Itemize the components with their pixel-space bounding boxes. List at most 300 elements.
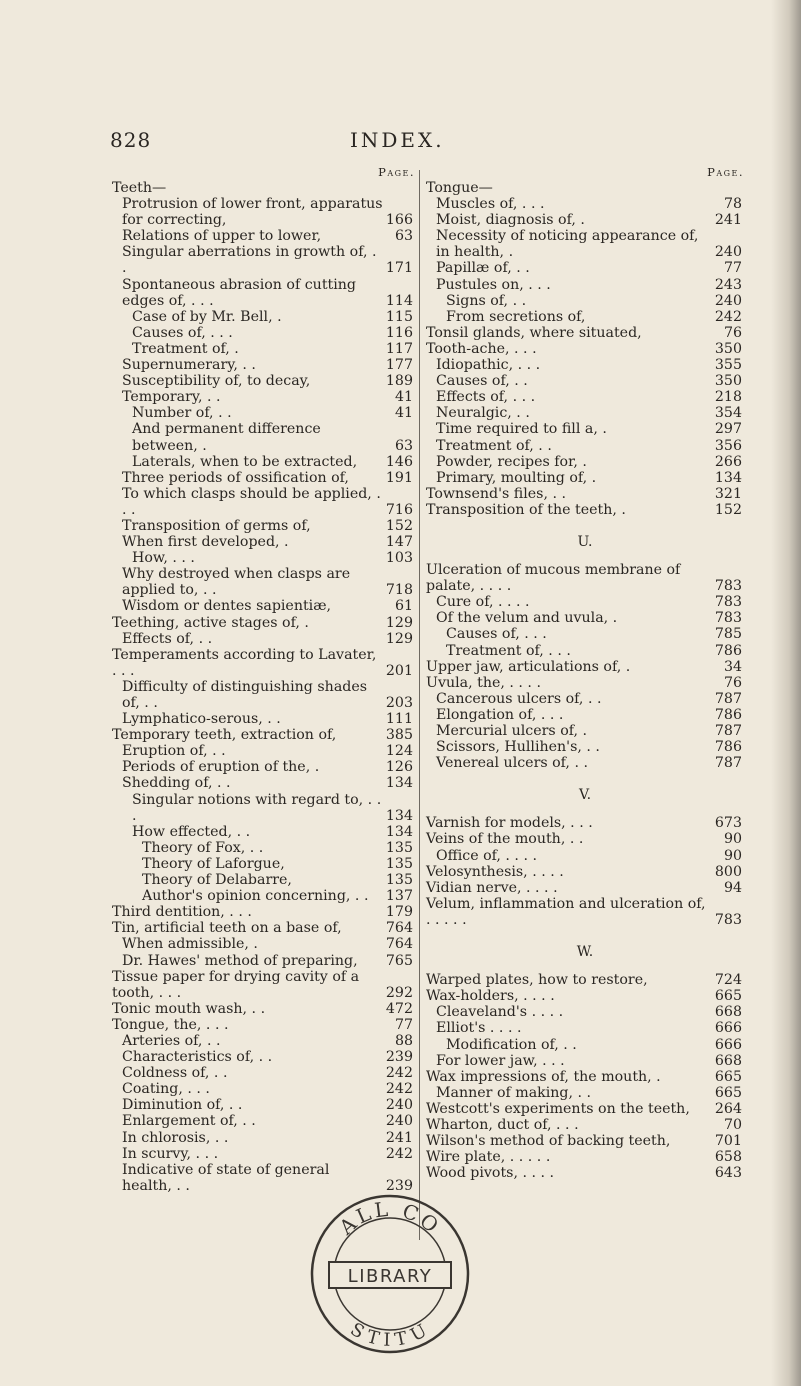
entry-page-number: 191 [385,469,413,486]
index-entry [112,1049,415,1065]
index-entry [426,454,744,470]
entry-text: Coldness of, . . [122,1065,228,1082]
entry-page-number: 241 [385,1129,413,1146]
entry-text: Case of by Mr. Bell, . [132,308,282,325]
entry-text: Primary, moulting of, . [436,469,597,486]
index-entry [426,196,744,212]
index-entry [112,743,415,759]
entry-text: Coating, . . . [122,1081,210,1098]
entry-page-number: 350 [714,340,742,357]
entry-page-number: 34 [723,658,742,675]
index-entry [426,293,744,309]
index-entry [112,357,415,373]
entry-page-number: 666 [714,1020,742,1037]
index-entry [426,405,744,421]
entry-page-number: 41 [394,389,413,406]
entry-text: Transposition of the teeth, . [426,501,626,518]
entry-text: Ulceration of mucous membrane of palate, . . . . [426,562,681,595]
index-entry [112,373,415,389]
entry-page-number: 147 [385,534,413,551]
entry-page-number: 134 [714,469,742,486]
index-entry [426,864,744,880]
index-entry [426,357,744,373]
entry-page-number: 88 [394,1032,413,1049]
entry-text: Protrusion of lower front, apparatus for correcting, [122,196,383,229]
index-entry [426,389,744,405]
entry-page-number: 240 [385,1097,413,1114]
entry-text: Cleaveland's . . . . [436,1004,564,1021]
entry-page-number: 103 [385,550,413,567]
index-entry [426,626,744,642]
entry-text: Wilson's method of backing teeth, [426,1133,671,1150]
entry-text: Author's opinion concerning, . . [142,888,369,905]
index-entry [112,969,415,1001]
entry-text: Teething, active stages of, . [112,614,309,631]
entry-text: Periods of eruption of the, . [122,759,320,776]
entry-page-number: 134 [385,807,413,824]
index-entry [426,1004,744,1020]
entry-text: Time required to fill a, . [436,421,607,438]
entry-page-number: 124 [385,743,413,760]
entry-text: Tonic mouth wash, . . [112,1000,266,1017]
stamp-text-middle: LIBRARY [347,1266,433,1287]
entry-page-number: 385 [385,727,413,744]
entry-text: Scissors, Hullihen's, . . [436,739,600,756]
entry-page-number: 240 [714,292,742,309]
entry-page-number: 76 [723,674,742,691]
entry-page-number: 665 [714,1084,742,1101]
entry-text: When first developed, . [122,534,289,551]
entry-text: Three periods of ossification of, [122,469,349,486]
entry-text: Effects of, . . [122,630,213,647]
entry-text: Theory of Laforgue, [142,855,285,872]
entry-page-number: 783 [714,610,742,627]
entry-text: Temporary, . . [122,389,221,406]
left-entry-list [112,180,415,1194]
index-entry [112,1130,415,1146]
entry-text: Diminution of, . . [122,1097,243,1114]
index-entry [112,341,415,357]
entry-text: Manner of making, . . [436,1084,592,1101]
entry-text: Shedding of, . . [122,775,231,792]
entry-text: How, . . . [132,550,195,567]
index-entry [426,228,744,260]
entry-page-number: 90 [723,831,742,848]
entry-text: From secretions of, [446,308,586,325]
index-entry [426,659,744,675]
index-entry [112,389,415,405]
entry-text: Neuralgic, . . [436,405,530,422]
stamp-text-top: ALL CO [334,1196,446,1240]
entry-page-number: 321 [714,485,742,502]
entry-text: Powder, recipes for, . [436,453,587,470]
index-entry [112,598,415,614]
index-entry [112,180,415,196]
index-entry [112,228,415,244]
entry-text: Velosynthesis, . . . . [426,863,564,880]
index-entry [426,1053,744,1069]
index-entry [426,180,744,196]
index-entry [426,1037,744,1053]
index-entry [426,723,744,739]
index-entry [112,421,415,453]
index-entry [426,277,744,293]
index-entry [426,610,744,626]
index-entry [112,1033,415,1049]
index-entry [112,856,415,872]
entry-page-number: 152 [714,501,742,518]
index-entry [112,550,415,566]
index-entry [426,421,744,437]
entry-text: Enlargement of, . . [122,1113,256,1130]
entry-page-number: 786 [714,739,742,756]
entry-text: Office of, . . . . [436,847,537,864]
entry-page-number: 716 [385,501,413,518]
index-entry [426,212,744,228]
entry-page-number: 70 [723,1116,742,1133]
entry-text: Difficulty of distinguishing shades of, . . [122,678,368,711]
entry-text: To which clasps should be applied, . . . [122,485,381,518]
entry-text: Papillæ of, . . [436,260,530,277]
entry-text: Supernumerary, . . [122,357,256,374]
entry-page-number: 764 [385,936,413,953]
entry-text: Teeth— [112,180,167,196]
stamp-text-bottom: STITU [346,1318,434,1351]
entry-text: Effects of, . . . [436,389,536,406]
entry-text: Wax-holders, . . . . [426,988,555,1005]
entry-page-number: 665 [714,988,742,1005]
index-entry [112,1146,415,1162]
right-column-heading: Page. [707,165,744,179]
entry-text: Dr. Hawes' method of preparing, [122,952,358,969]
entry-page-number: 94 [723,879,742,896]
index-entry [112,244,415,276]
entry-text: Tin, artificial teeth on a base of, [112,920,342,937]
index-entry [112,325,415,341]
right-column [426,164,744,1181]
index-entry [112,631,415,647]
entry-text: How effected, . . [132,823,251,840]
entry-text: Theory of Delabarre, [142,872,292,889]
index-entry [426,486,744,502]
entry-page-number: 90 [723,847,742,864]
entry-page-number: 61 [394,598,413,615]
entry-page-number: 242 [385,1081,413,1098]
entry-text: Laterals, when to be extracted, [132,453,358,470]
entry-page-number: 240 [385,1113,413,1130]
entry-page-number: 135 [385,839,413,856]
entry-page-number: 146 [385,453,413,470]
entry-text: Third dentition, . . . [112,904,252,921]
entry-text: Elongation of, . . . [436,706,564,723]
index-entry [112,566,415,598]
index-entry [112,936,415,952]
section-heading-w: W. [576,944,594,961]
entry-page-number: 134 [385,823,413,840]
entry-text: Lymphatico-serous, . . [122,711,281,728]
entry-page-number: 242 [385,1065,413,1082]
entry-page-number: 785 [714,626,742,643]
entry-text: Treatment of, . . . [446,642,571,659]
page-edge-shadow [771,0,801,1386]
entry-text: Cancerous ulcers of, . . [436,690,602,707]
column-divider [419,170,420,1240]
entry-text: Venereal ulcers of, . . [436,755,588,772]
entry-page-number: 787 [714,723,742,739]
entry-text: Spontaneous abrasion of cutting edges of, . . . [122,276,356,309]
entry-page-number: 718 [385,582,413,599]
entry-page-number: 800 [714,863,742,880]
entry-text: Number of, . . [132,405,232,422]
entry-text: Cure of, . . . . [436,594,530,611]
entry-page-number: 668 [714,1052,742,1069]
index-entry [426,675,744,691]
index-entry [112,196,415,228]
entry-text: Eruption of, . . [122,743,226,760]
index-entry [112,759,415,775]
entry-page-number: 787 [714,690,742,707]
entry-page-number: 116 [385,324,413,341]
entry-text: Tonsil glands, where situated, [426,324,642,341]
entry-text: Vidian nerve, . . . . [426,879,558,896]
index-entry [112,647,415,679]
index-entry [112,1081,415,1097]
entry-page-number: 135 [385,855,413,872]
entry-page-number: 292 [385,984,413,1001]
entry-page-number: 658 [714,1149,742,1166]
entry-text: Wharton, duct of, . . . [426,1116,579,1133]
index-entry [426,260,744,276]
entry-text: Westcott's experiments on the teeth, [426,1100,690,1117]
entry-text: Why destroyed when clasps are applied to, . . [122,566,351,599]
index-entry [112,454,415,470]
entry-text: Tongue, the, . . . [112,1016,229,1033]
page-header [0,128,801,152]
entry-page-number: 177 [385,357,413,374]
entry-page-number: 665 [714,1068,742,1085]
index-entry [112,534,415,550]
entry-page-number: 239 [385,1177,413,1194]
index-entry [112,1113,415,1129]
index-entry [112,872,415,888]
entry-text: Susceptibility of, to decay, [122,373,311,390]
entry-text: Velum, inflammation and ulceration of, . . . . . [426,895,706,928]
entry-page-number: 111 [385,711,413,728]
index-entry [112,775,415,791]
entry-page-number: 126 [385,759,413,776]
index-entry [112,486,415,518]
entry-page-number: 115 [385,308,413,325]
entry-page-number: 63 [394,437,413,454]
index-entry [426,1165,744,1181]
entry-page-number: 76 [723,324,742,341]
index-entry [112,920,415,936]
entry-text: Uvula, the, . . . . [426,674,541,691]
entry-text: Relations of upper to lower, [122,228,322,245]
entry-page-number: 203 [385,695,413,711]
entry-text: When admissible, . [122,936,258,953]
index-entry [112,309,415,325]
entry-text: Varnish for models, . . . [426,815,593,832]
entry-page-number: 239 [385,1049,413,1066]
entry-text: Singular notions with regard to, . . . [132,791,382,824]
index-entry [426,848,744,864]
index-entry [112,904,415,920]
entry-page-number: 701 [714,1133,742,1150]
entry-text: Muscles of, . . . [436,196,545,213]
entry-text: Causes of, . . [436,373,528,390]
section-heading-u: U. [577,533,593,550]
entry-page-number: 129 [385,630,413,647]
index-entry [426,1020,744,1036]
entry-page-number: 356 [714,437,742,454]
left-column [112,164,415,1194]
index-entry [426,309,744,325]
index-entry [426,739,744,755]
index-entry [426,896,744,928]
index-entry [112,840,415,856]
entry-text: Of the velum and uvula, . [436,610,618,627]
entry-page-number: 354 [714,405,742,422]
entry-text: Temporary teeth, extraction of, [112,727,337,744]
entry-text: Elliot's . . . . [436,1020,522,1037]
entry-text: Arteries of, . . [122,1032,221,1049]
index-entry [112,953,415,969]
index-entry [426,755,744,771]
entry-page-number: 129 [385,614,413,631]
entry-text: Causes of, . . . [446,626,547,643]
entry-text: Mercurial ulcers of, . [436,723,588,739]
entry-page-number: 787 [714,755,742,772]
index-entry [426,1101,744,1117]
entry-page-number: 114 [385,292,413,309]
entry-text: Treatment of, . . [436,437,552,454]
index-entry [426,325,744,341]
index-entry [112,470,415,486]
entry-text: Moist, diagnosis of, . [436,212,585,229]
entry-page-number: 297 [714,421,742,438]
index-entry [426,831,744,847]
entry-page-number: 668 [714,1004,742,1021]
entry-page-number: 242 [385,1145,413,1162]
index-entry [426,470,744,486]
index-entry [112,888,415,904]
entry-text: In chlorosis, . . [122,1129,229,1146]
index-entry [112,405,415,421]
index-entry [112,1065,415,1081]
entry-page-number: 242 [714,308,742,325]
entry-text: Idiopathic, . . . [436,357,541,374]
v-entry-list [426,815,744,928]
entry-text: Temperaments according to Lavater, . . . [112,646,377,679]
entry-page-number: 266 [714,453,742,470]
entry-page-number: 135 [385,872,413,889]
index-entry [426,562,744,594]
entry-page-number: 77 [723,260,742,277]
index-entry [426,988,744,1004]
entry-text: Tongue— [426,180,493,196]
entry-page-number: 166 [385,212,413,229]
entry-text: Modification of, . . [446,1036,577,1053]
entry-page-number: 189 [385,373,413,390]
entry-page-number: 783 [714,594,742,611]
entry-text: Theory of Fox, . . [142,839,264,856]
entry-text: Necessity of noticing appearance of, in health, . [436,228,699,261]
index-entry [426,341,744,357]
index-entry [426,815,744,831]
index-entry [426,972,744,988]
entry-page-number: 673 [714,815,742,832]
entry-text: Tissue paper for drying cavity of a tooth, . . . [112,968,360,1001]
entry-text: Townsend's files, . . [426,485,566,502]
index-entry [112,615,415,631]
index-entry [112,792,415,824]
index-entry [426,1085,744,1101]
entry-text: Wisdom or dentes sapientiæ, [122,598,332,615]
entry-page-number: 764 [385,920,413,937]
entry-text: And permanent difference between, . [132,421,321,454]
entry-text: Transposition of germs of, [122,517,311,534]
entry-text: Upper jaw, articulations of, . [426,658,631,675]
entry-page-number: 41 [394,405,413,422]
entry-text: Wood pivots, . . . . [426,1165,555,1182]
entry-page-number: 786 [714,706,742,723]
index-entry [112,1017,415,1033]
entry-page-number: 472 [385,1000,413,1017]
index-entry [112,277,415,309]
entry-page-number: 241 [714,212,742,229]
entry-page-number: 134 [385,775,413,792]
index-entry [426,691,744,707]
t-entry-list [426,180,744,518]
index-entry [426,438,744,454]
entry-text: Treatment of, . [132,340,239,357]
entry-page-number: 137 [385,888,413,905]
left-column-heading: Page. [378,165,415,179]
index-entry [426,707,744,723]
index-entry [426,373,744,389]
library-stamp [305,1186,475,1356]
entry-text: Characteristics of, . . [122,1049,273,1066]
entry-text: Wax impressions of, the mouth, . [426,1068,661,1085]
index-entry [112,1097,415,1113]
index-entry [112,518,415,534]
entry-page-number: 201 [385,662,413,679]
entry-page-number: 78 [723,196,742,213]
entry-page-number: 77 [394,1016,413,1033]
entry-page-number: 171 [385,260,413,277]
entry-page-number: 786 [714,642,742,659]
entry-text: Tooth-ache, . . . [426,340,537,357]
section-heading-v: V. [578,787,592,804]
index-entry [112,727,415,743]
index-entry [426,1069,744,1085]
w-entry-list [426,972,744,1181]
entry-text: Veins of the mouth, . . [426,831,584,848]
entry-text: Causes of, . . . [132,324,233,341]
entry-page-number: 152 [385,517,413,534]
entry-text: Singular aberrations in growth of, . . [122,244,377,277]
entry-page-number: 355 [714,357,742,374]
index-entry [112,824,415,840]
entry-page-number: 666 [714,1036,742,1053]
entry-text: Warped plates, how to restore, [426,972,648,989]
entry-text: Indicative of state of general health, . . [122,1161,330,1194]
index-entry [426,502,744,518]
entry-page-number: 783 [714,578,742,595]
entry-page-number: 63 [394,228,413,245]
index-entry [112,1001,415,1017]
